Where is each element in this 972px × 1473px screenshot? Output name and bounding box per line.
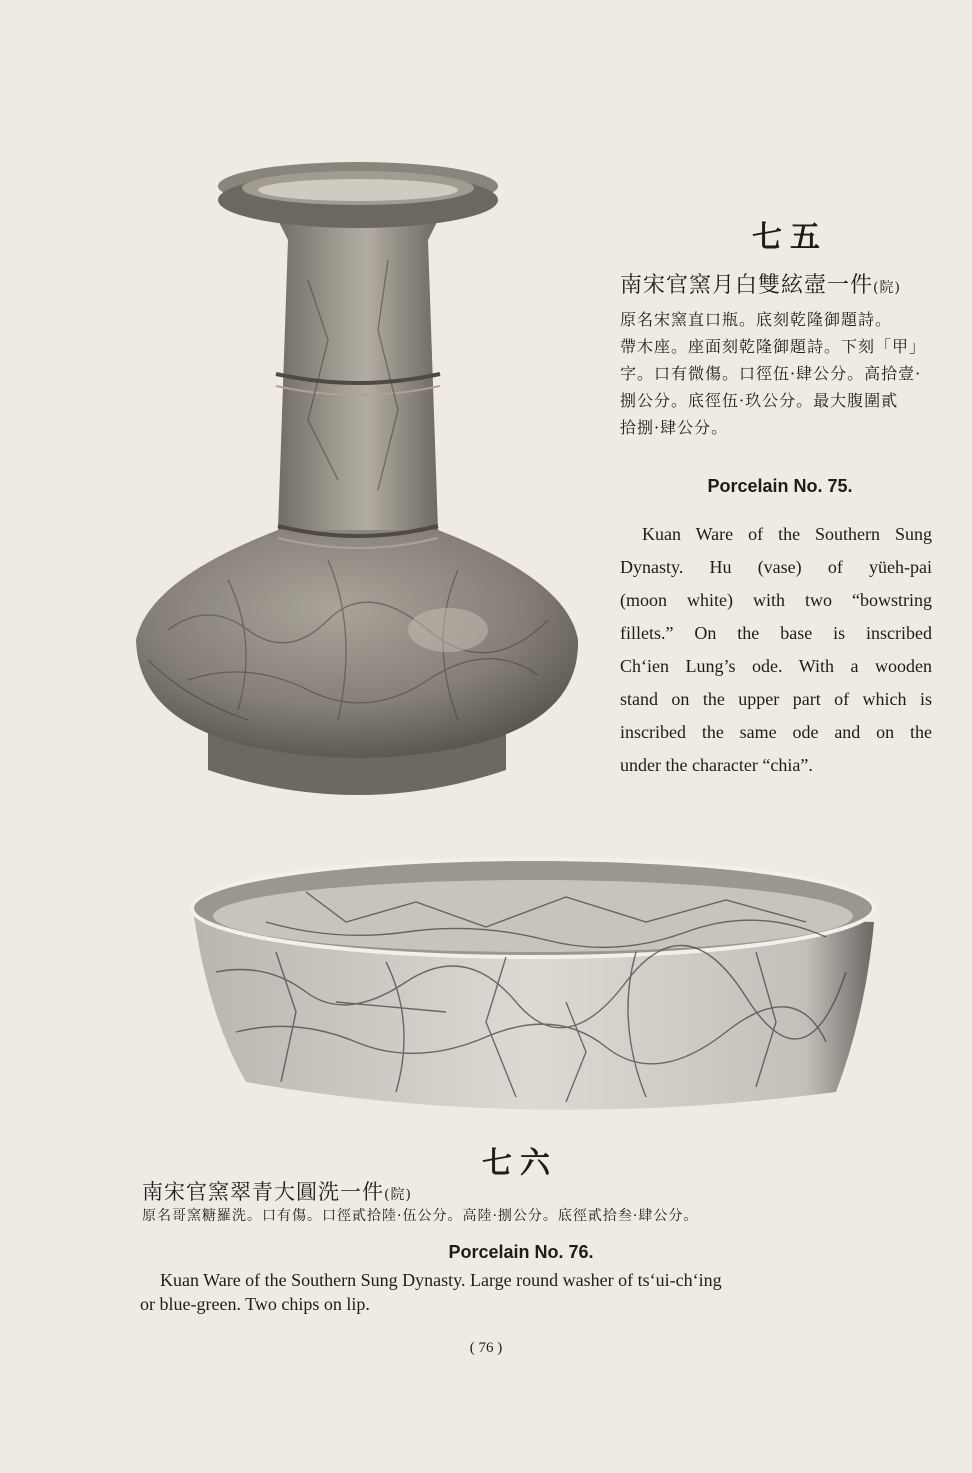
entry-75-number: 七五 [752,220,828,255]
english-line: Kuan Ware of the Southern Sung Dynasty. Large round washer of ts‘ui-ch‘ing [160,1270,722,1290]
desc-line: 拾捌·肆公分。 [620,418,729,437]
desc-line: 帶木座。座面刻乾隆御題詩。下刻「甲」 [620,337,927,356]
english-line: Kuan Ware of the Southern Sung [642,524,932,544]
page-number: ( 76 ) [469,1340,503,1356]
entry-76-title [142,1176,642,1206]
english-line: or blue-green. Two chips on lip. [140,1294,370,1314]
english-line: under the character “chia”. [620,755,813,775]
desc-line: 原名宋窯直口瓶。底刻乾隆御題詩。 [620,310,893,329]
entry-75-heading: Porcelain No. 75. [707,476,853,496]
english-line: inscribed the same ode and on the [620,722,932,742]
english-line: (moon white) with two “bowstring [620,590,932,610]
entry-76-number: 七六 [482,1146,558,1181]
english-line: Dynasty. Hu (vase) of yüeh-pai [620,557,932,577]
english-line: stand on the upper part of which is [620,689,932,709]
entry-75-english-description [620,518,932,782]
entry-76-chinese-description: 原名哥窯糖羅洗。口有傷。口徑貳拾陸·伍公分。高陸·捌公分。底徑貳拾叁·肆公分。 [142,1208,699,1224]
desc-line: 捌公分。底徑伍·玖公分。最大腹圍貳 [620,391,899,410]
entry-75-chinese-description [620,306,938,441]
desc-line: 字。口有微傷。口徑伍·肆公分。高拾壹· [620,364,922,383]
entry-75-title-suffix: (院) [873,280,901,296]
entry-75-title [620,268,940,299]
english-line: fillets.” On the base is inscribed [620,623,932,643]
entry-76-title-suffix: (院) [384,1187,412,1203]
vase-photograph [128,160,588,812]
entry-76-title-text: 南宋官窯翠青大圓洗一件 [142,1180,384,1204]
washer-bowl-photograph [186,852,880,1118]
entry-75-title-text: 南宋官窯月白雙絃壼一件 [620,273,874,298]
entry-76-heading: Porcelain No. 76. [448,1242,594,1262]
english-line: Ch‘ien Lung’s ode. With a wooden [620,656,932,676]
entry-76-english-description [140,1268,900,1316]
